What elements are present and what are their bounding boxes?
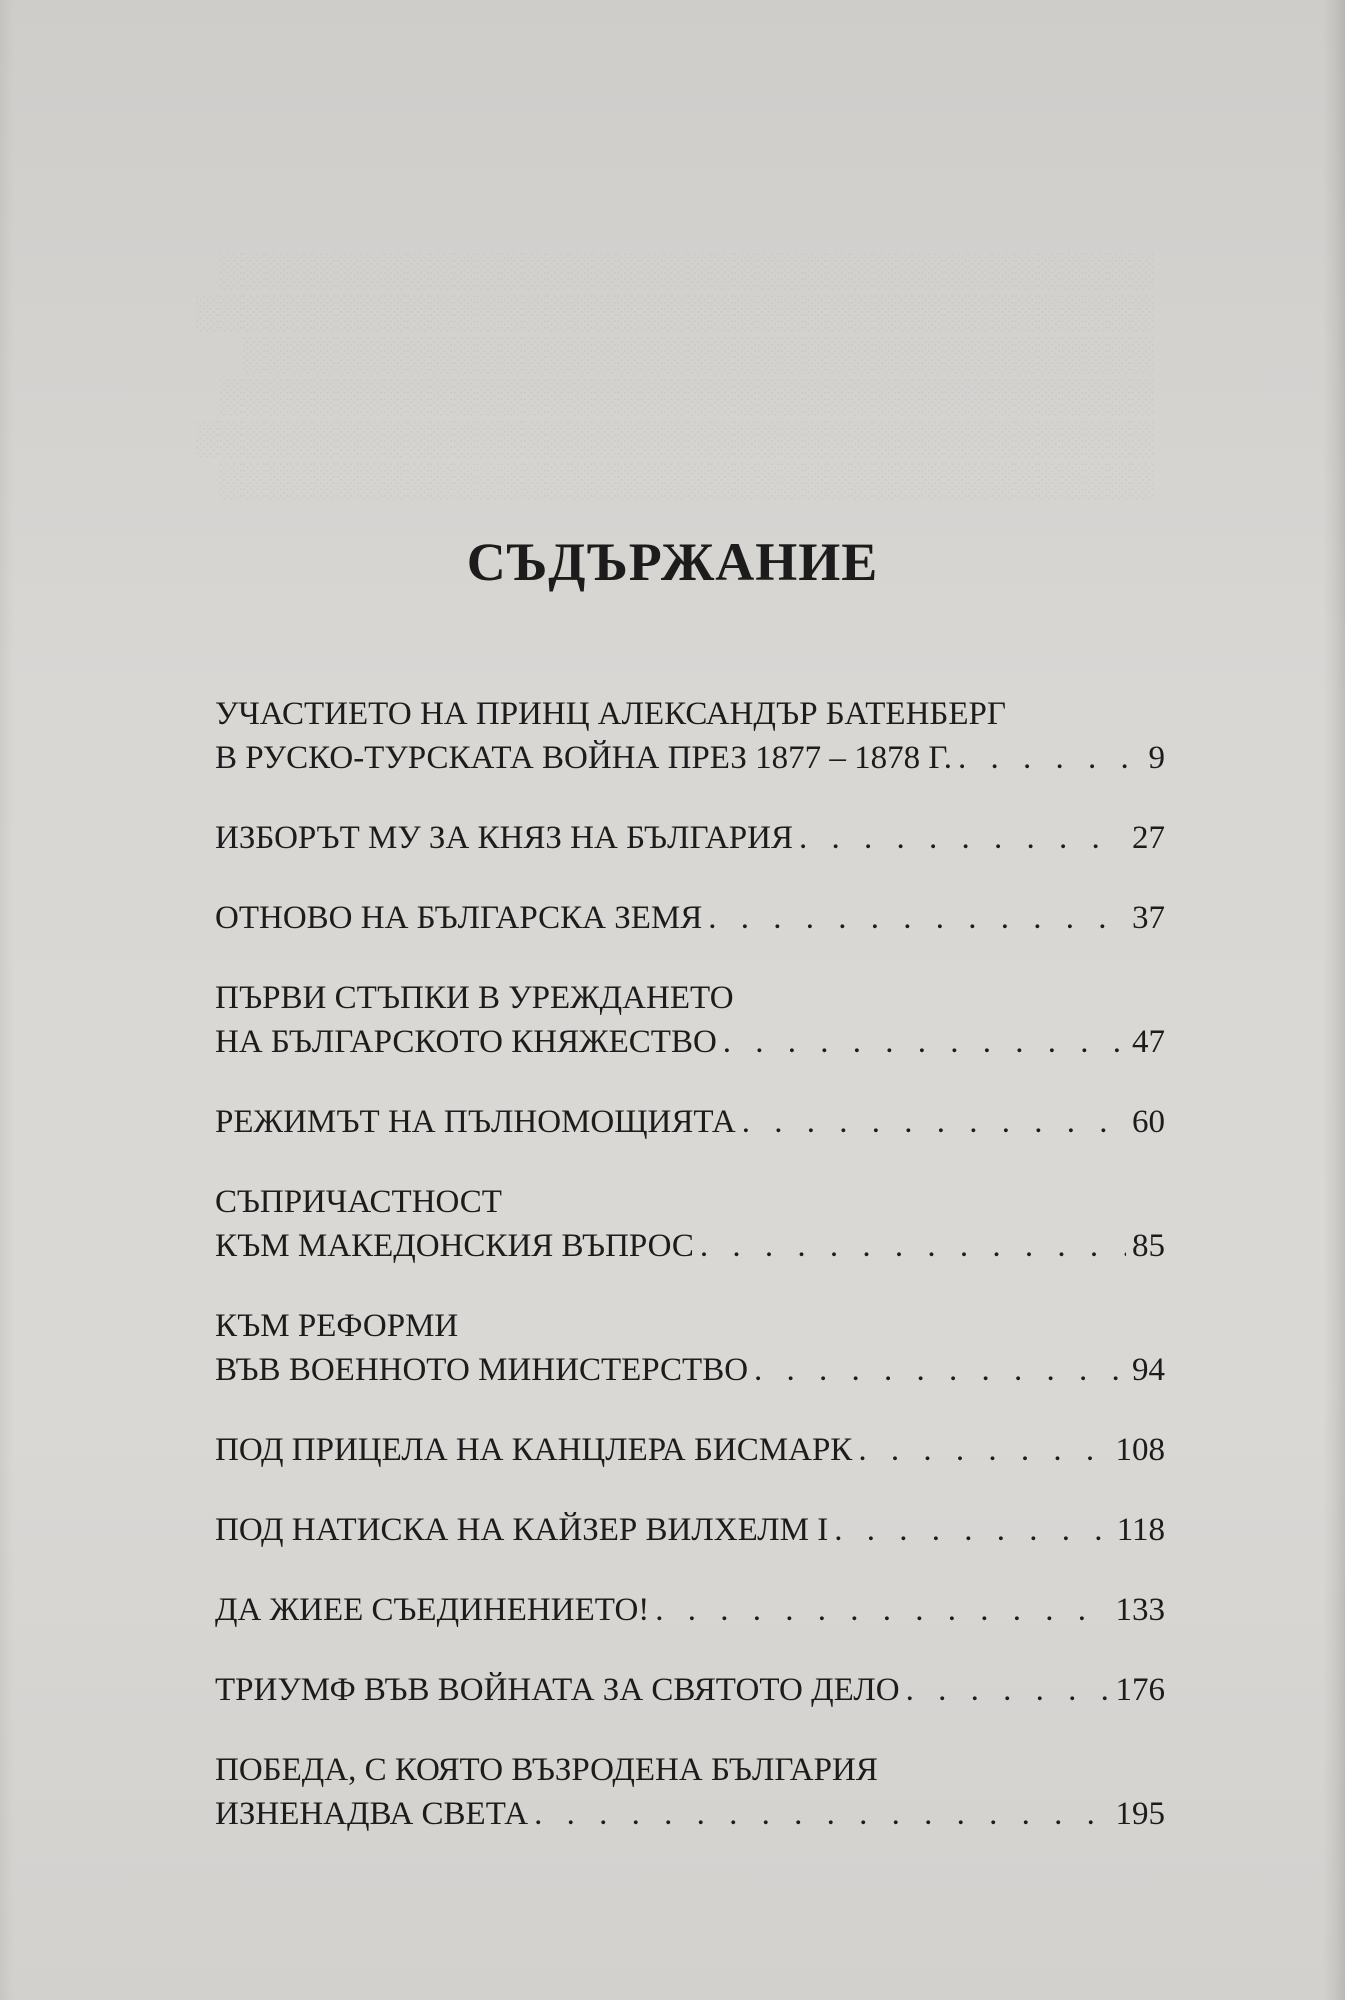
dot-leader xyxy=(702,896,1126,940)
page-edge-left xyxy=(0,0,14,2000)
toc-entry-title: В РУСКО-ТУРСКАТА ВОЙНА ПРЕЗ 1877 – 1878 Г. xyxy=(215,740,952,776)
toc-entry-row xyxy=(215,1668,1165,1712)
toc-entry xyxy=(215,1428,1165,1472)
toc-entry xyxy=(215,976,1165,1064)
toc-entry-title-line: СЪПРИЧАСТНОСТ xyxy=(215,1184,502,1220)
dot-leader xyxy=(828,1508,1110,1552)
toc-entry-title: ПОД НАТИСКА НА КАЙЗЕР ВИЛХЕЛМ I xyxy=(215,1512,829,1548)
toc-entry-row xyxy=(215,1224,1165,1268)
toc-page-number: 9 xyxy=(1148,740,1165,776)
toc-entry-title: ИЗНЕНАДВА СВЕТА xyxy=(215,1796,529,1832)
toc-entry-title: РЕЖИМЪТ НА ПЪЛНОМОЩИЯТА xyxy=(215,1104,736,1140)
toc-entry xyxy=(215,896,1165,940)
toc-entry-title: НА БЪЛГАРСКОТО КНЯЖЕСТВО xyxy=(215,1024,717,1060)
dot-leader xyxy=(649,1588,1109,1632)
dot-leader xyxy=(952,736,1143,780)
toc-page-number: 94 xyxy=(1132,1352,1165,1388)
toc-entry-row xyxy=(215,816,1165,860)
toc-page-number: 37 xyxy=(1132,900,1165,936)
dot-leader xyxy=(528,1792,1109,1836)
toc-entry-row xyxy=(215,736,1165,780)
toc-entry xyxy=(215,1508,1165,1552)
dot-leader xyxy=(852,1428,1109,1472)
toc-entry-title-line: УЧАСТИЕТО НА ПРИНЦ АЛЕКСАНДЪР БАТЕНБЕРГ xyxy=(215,696,1006,732)
dot-leader xyxy=(694,1224,1126,1268)
show-through-texture xyxy=(215,250,1155,502)
toc-entry-title: ОТНОВО НА БЪЛГАРСКА ЗЕМЯ xyxy=(215,900,703,936)
toc-entry-row xyxy=(215,896,1165,940)
toc-entry-row xyxy=(215,1428,1165,1472)
toc-page-number: 176 xyxy=(1115,1672,1165,1708)
toc-page-number: 195 xyxy=(1115,1796,1165,1832)
toc-page-number: 60 xyxy=(1132,1104,1165,1140)
toc-entry xyxy=(215,692,1165,780)
page-edge-right xyxy=(1323,0,1345,2000)
toc-entry xyxy=(215,816,1165,860)
toc-entry xyxy=(215,1668,1165,1712)
dot-leader xyxy=(717,1020,1126,1064)
toc-entry xyxy=(215,1304,1165,1392)
table-of-contents xyxy=(215,692,1165,1872)
toc-entry-row xyxy=(215,1348,1165,1392)
toc-entry xyxy=(215,1180,1165,1268)
toc-page-number: 85 xyxy=(1132,1228,1165,1264)
toc-entry-row xyxy=(215,1792,1165,1836)
toc-page-number: 118 xyxy=(1116,1512,1165,1548)
toc-entry-title: ВЪВ ВОЕННОТО МИНИСТЕРСТВО xyxy=(215,1352,749,1388)
toc-entry-row xyxy=(215,1508,1165,1552)
dot-leader xyxy=(900,1668,1110,1712)
toc-entry-title: ДА ЖИЕЕ СЪЕДИНЕНИЕТО! xyxy=(215,1592,650,1628)
toc-page-number: 47 xyxy=(1132,1024,1165,1060)
dot-leader xyxy=(736,1100,1126,1144)
dot-leader xyxy=(748,1348,1126,1392)
toc-entry-row xyxy=(215,1588,1165,1632)
toc-page-number: 27 xyxy=(1132,820,1165,856)
dot-leader xyxy=(793,816,1126,860)
toc-entry-row xyxy=(215,1020,1165,1064)
toc-entry-title: КЪМ МАКЕДОНСКИЯ ВЪПРОС xyxy=(215,1228,694,1264)
toc-page-number: 108 xyxy=(1115,1432,1165,1468)
toc-entry xyxy=(215,1748,1165,1836)
toc-page-number: 133 xyxy=(1115,1592,1165,1628)
toc-entry-title-line: КЪМ РЕФОРМИ xyxy=(215,1308,459,1344)
toc-entry-title: ИЗБОРЪТ МУ ЗА КНЯЗ НА БЪЛГАРИЯ xyxy=(215,820,793,856)
toc-entry-title-line: ПЪРВИ СТЪПКИ В УРЕЖДАНЕТО xyxy=(215,980,734,1016)
toc-entry xyxy=(215,1588,1165,1632)
toc-entry-title: ТРИУМФ ВЪВ ВОЙНАТА ЗА СВЯТОТО ДЕЛО xyxy=(215,1672,900,1708)
toc-entry-row xyxy=(215,1100,1165,1144)
toc-entry-title-line: ПОБЕДА, С КОЯТО ВЪЗРОДЕНА БЪЛГАРИЯ xyxy=(215,1752,878,1788)
toc-entry-title: ПОД ПРИЦЕЛА НА КАНЦЛЕРА БИСМАРК xyxy=(215,1432,853,1468)
page-title: СЪДЪРЖАНИЕ xyxy=(466,532,879,592)
toc-entry xyxy=(215,1100,1165,1144)
